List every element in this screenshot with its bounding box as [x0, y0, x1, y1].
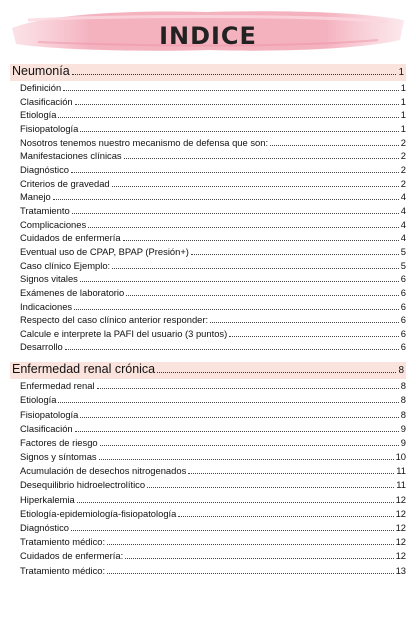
- title-banner: [8, 6, 408, 56]
- table-of-contents: [10, 64, 406, 586]
- toc-entry-page-number: 12: [395, 536, 406, 548]
- toc-entry-label: Etiología: [20, 109, 57, 121]
- dot-leader: [74, 309, 399, 310]
- dot-leader: [97, 388, 399, 389]
- dot-leader: [126, 295, 399, 296]
- toc-entry-page-number: 6: [400, 300, 406, 312]
- dot-leader: [53, 199, 399, 200]
- toc-entry[interactable]: [20, 108, 406, 122]
- toc-entry[interactable]: [20, 478, 406, 492]
- dot-leader: [75, 431, 399, 432]
- toc-entry-page-number: 10: [395, 451, 406, 463]
- toc-entry[interactable]: [20, 286, 406, 300]
- toc-entry[interactable]: [20, 313, 406, 327]
- section-page-number: 1: [398, 67, 404, 78]
- toc-entry-page-number: 2: [400, 177, 406, 189]
- toc-entry-page-number: 1: [400, 122, 406, 134]
- dot-leader: [72, 74, 397, 75]
- toc-entry[interactable]: [20, 549, 406, 563]
- toc-section: [10, 64, 406, 354]
- toc-entry-list: [10, 379, 406, 578]
- toc-entry-label: Nosotros tenemos nuestro mecanismo de defensa que son:: [20, 136, 269, 148]
- toc-entry-label: Desequilibrio hidroelectrolítico: [20, 479, 146, 491]
- toc-entry-label: Calcule e interprete la PAFI del usuario (3 puntos): [20, 327, 228, 339]
- toc-entry[interactable]: [20, 535, 406, 549]
- toc-entry-label: Etiología: [20, 394, 57, 406]
- toc-entry-page-number: 11: [396, 479, 406, 491]
- section-heading-row[interactable]: [10, 64, 406, 81]
- dot-leader: [88, 227, 399, 228]
- page-title: INDICE: [159, 22, 257, 50]
- toc-entry[interactable]: [20, 379, 406, 393]
- toc-entry-label: Clasificación: [20, 422, 73, 434]
- toc-entry-label: Manifestaciones clínicas: [20, 150, 122, 162]
- toc-entry[interactable]: [20, 177, 406, 191]
- dot-leader: [191, 254, 399, 255]
- toc-entry[interactable]: [20, 300, 406, 314]
- toc-entry-label: Signos y síntomas: [20, 451, 97, 463]
- dot-leader: [75, 104, 399, 105]
- toc-entry-page-number: 2: [400, 150, 406, 162]
- dot-leader: [125, 558, 393, 559]
- toc-entry[interactable]: [20, 393, 406, 407]
- toc-entry-page-number: 2: [400, 136, 406, 148]
- toc-entry[interactable]: [20, 245, 406, 259]
- toc-entry[interactable]: [20, 464, 406, 478]
- toc-entry-page-number: 4: [400, 204, 406, 216]
- toc-entry-page-number: 5: [400, 259, 406, 271]
- dot-leader: [58, 117, 398, 118]
- dot-leader: [124, 158, 399, 159]
- section-heading-row[interactable]: [10, 362, 406, 379]
- toc-entry[interactable]: [20, 272, 406, 286]
- toc-entry-page-number: 1: [400, 82, 406, 93]
- toc-entry[interactable]: [20, 81, 406, 95]
- toc-entry-page-number: 11: [396, 465, 406, 477]
- toc-entry[interactable]: [20, 340, 406, 354]
- toc-entry-label: Manejo: [20, 191, 51, 203]
- dot-leader: [157, 372, 396, 373]
- toc-entry-page-number: 8: [400, 380, 406, 392]
- toc-entry-page-number: 8: [400, 394, 406, 406]
- toc-entry-page-number: 6: [400, 327, 406, 339]
- toc-entry[interactable]: [20, 507, 406, 521]
- section-heading-label: Enfermedad renal crónica: [12, 362, 156, 377]
- toc-entry-label: Tratamiento médico:: [20, 564, 106, 576]
- toc-entry[interactable]: [20, 218, 406, 232]
- toc-entry[interactable]: [20, 204, 406, 218]
- dot-leader: [107, 573, 393, 574]
- dot-leader: [229, 336, 399, 337]
- toc-entry[interactable]: [20, 436, 406, 450]
- toc-entry-label: Cuidados de enfermería: [20, 232, 121, 244]
- dot-leader: [80, 131, 398, 132]
- toc-entry-page-number: 1: [400, 109, 406, 121]
- toc-entry-label: Complicaciones: [20, 218, 87, 230]
- toc-entry[interactable]: [20, 259, 406, 273]
- toc-entry[interactable]: [20, 327, 406, 341]
- dot-leader: [270, 145, 399, 146]
- toc-entry-label: Respecto del caso clínico anterior responder:: [20, 314, 209, 326]
- toc-entry-page-number: 6: [400, 341, 406, 353]
- toc-entry-label: Desarrollo: [20, 341, 63, 353]
- toc-entry-label: Factores de riesgo: [20, 436, 98, 448]
- toc-entry[interactable]: [20, 408, 406, 422]
- dot-leader: [188, 473, 394, 474]
- toc-entry[interactable]: [20, 136, 406, 150]
- toc-entry-label: Acumulación de desechos nitrogenados: [20, 465, 187, 477]
- toc-entry-label: Indicaciones: [20, 300, 73, 312]
- toc-entry-page-number: 9: [400, 436, 406, 448]
- toc-entry-label: Tratamiento médico:: [20, 536, 106, 548]
- toc-entry-label: Definición: [20, 82, 62, 93]
- toc-entry-label: Hiperkalemia: [20, 493, 75, 505]
- toc-entry-label: Tratamiento: [20, 204, 70, 216]
- toc-entry-page-number: 8: [400, 408, 406, 420]
- dot-leader: [178, 516, 393, 517]
- dot-leader: [100, 445, 399, 446]
- toc-entry-page-number: 12: [395, 507, 406, 519]
- toc-entry-label: Etiología-epidemiología-fisiopatología: [20, 507, 177, 519]
- toc-entry-page-number: 4: [400, 218, 406, 230]
- dot-leader: [63, 90, 399, 91]
- toc-entry[interactable]: [20, 95, 406, 109]
- toc-entry-label: Diagnóstico: [20, 163, 69, 175]
- toc-entry[interactable]: [20, 122, 406, 136]
- toc-entry[interactable]: [20, 564, 406, 578]
- section-page-number: 8: [398, 365, 404, 377]
- toc-entry[interactable]: [20, 450, 406, 464]
- toc-entry[interactable]: [20, 231, 406, 245]
- dot-leader: [107, 544, 393, 545]
- dot-leader: [80, 281, 399, 282]
- dot-leader: [58, 402, 398, 403]
- dot-leader: [112, 268, 399, 269]
- toc-entry-page-number: 6: [400, 314, 406, 326]
- dot-leader: [112, 186, 399, 187]
- toc-entry-page-number: 12: [395, 522, 406, 533]
- toc-entry[interactable]: [20, 163, 406, 177]
- toc-entry-label: Exámenes de laboratorio: [20, 286, 125, 298]
- toc-entry[interactable]: [20, 149, 406, 163]
- section-heading-label: Neumonía: [12, 64, 70, 78]
- dot-leader: [65, 349, 399, 350]
- dot-leader: [72, 213, 399, 214]
- toc-entry-list: [10, 81, 406, 354]
- dot-leader: [71, 172, 399, 173]
- toc-entry-label: Signos vitales: [20, 273, 78, 285]
- toc-entry-label: Fisiopatología: [20, 122, 79, 134]
- toc-entry-page-number: 12: [395, 550, 406, 562]
- toc-entry-page-number: 6: [400, 273, 406, 285]
- toc-entry-label: Criterios de gravedad: [20, 177, 110, 189]
- toc-entry[interactable]: [20, 422, 406, 436]
- toc-entry-label: Enfermedad renal: [20, 380, 95, 392]
- dot-leader: [71, 530, 394, 531]
- toc-entry-page-number: 2: [400, 163, 406, 175]
- toc-entry-page-number: 6: [400, 286, 406, 298]
- dot-leader: [77, 502, 394, 503]
- toc-entry-label: Eventual uso de CPAP, BPAP (Presión+): [20, 245, 189, 257]
- toc-entry-label: Cuidados de enfermería:: [20, 550, 124, 562]
- toc-entry-page-number: 4: [400, 191, 406, 203]
- dot-leader: [80, 417, 398, 418]
- toc-entry[interactable]: [20, 521, 406, 535]
- toc-entry-page-number: 13: [395, 564, 406, 576]
- dot-leader: [210, 322, 399, 323]
- toc-entry-page-number: 12: [395, 493, 406, 505]
- dot-leader: [147, 487, 394, 488]
- toc-entry-label: Diagnóstico: [20, 522, 69, 533]
- toc-entry[interactable]: [20, 493, 406, 507]
- toc-entry-page-number: 5: [400, 245, 406, 257]
- toc-entry-page-number: 1: [400, 95, 406, 107]
- toc-section: [10, 362, 406, 578]
- dot-leader: [99, 459, 394, 460]
- toc-entry[interactable]: [20, 190, 406, 204]
- toc-entry-label: Fisiopatología: [20, 408, 79, 420]
- toc-entry-label: Caso clínico Ejemplo:: [20, 259, 111, 271]
- toc-entry-page-number: 9: [400, 422, 406, 434]
- dot-leader: [123, 240, 399, 241]
- toc-entry-page-number: 4: [400, 232, 406, 244]
- toc-entry-label: Clasificación: [20, 95, 73, 107]
